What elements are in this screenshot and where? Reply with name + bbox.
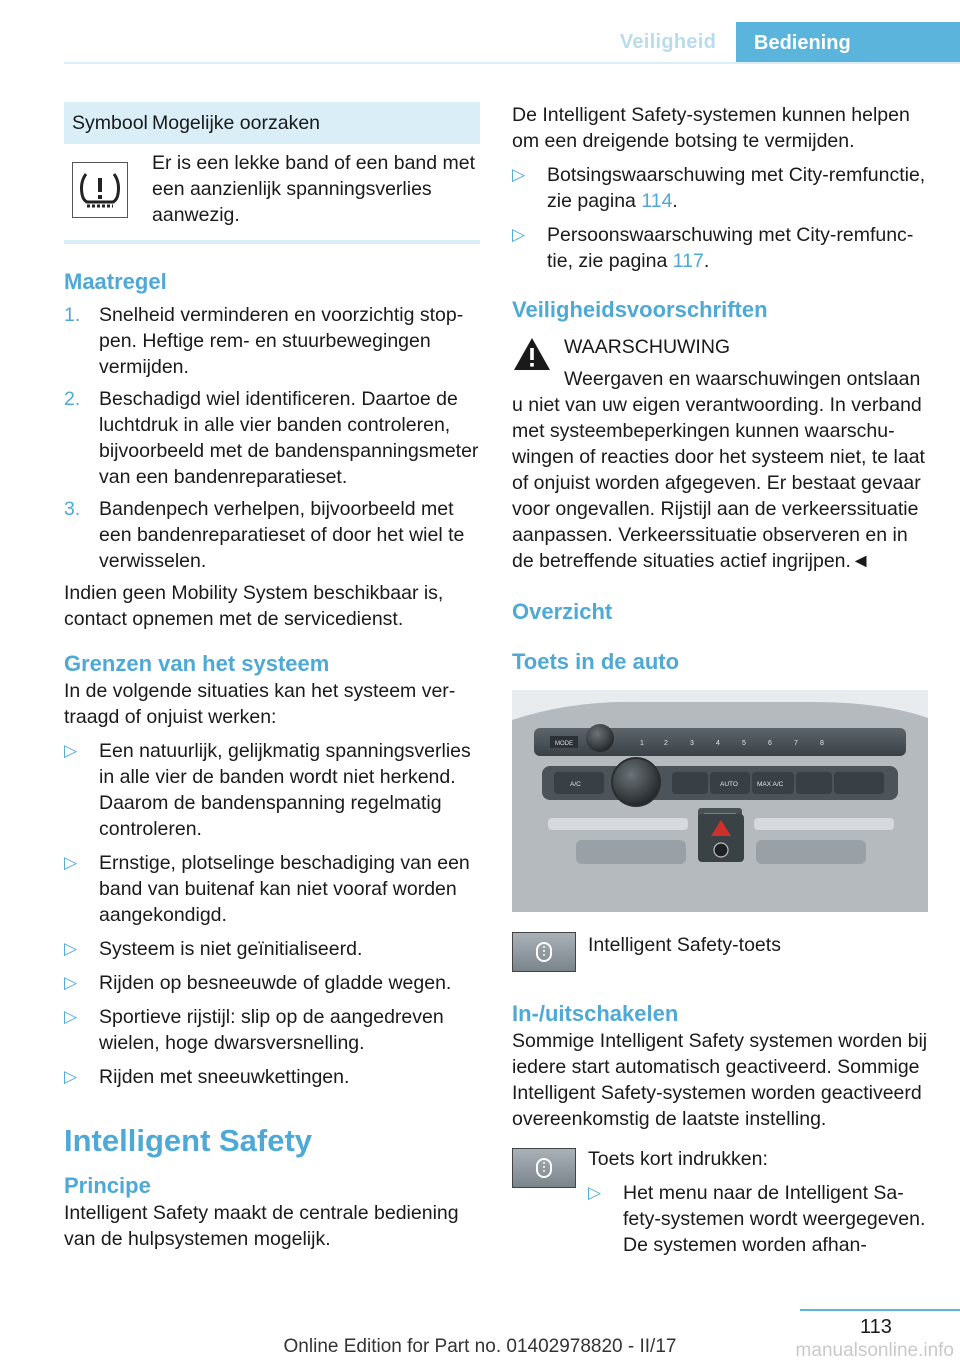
list-text: Beschadigd wiel identificeren. Daartoe de luchtdruk in alle vier banden controleren, bijvoorbeeld met de bandenspanningsmeter van een bandenreparatieset. bbox=[99, 388, 479, 488]
console-auto-label: AUTO bbox=[720, 781, 738, 788]
list-text: Systeem is niet geïnitialiseerd. bbox=[99, 938, 363, 960]
col-symbol-header: Symbool bbox=[72, 111, 148, 134]
crossref-list bbox=[512, 162, 928, 274]
col-causes-header: Mogelijke oorzaken bbox=[152, 111, 321, 134]
list-number: 3. bbox=[64, 498, 81, 520]
press-block bbox=[512, 1146, 928, 1258]
console-preset: 7 bbox=[794, 740, 798, 747]
list-item bbox=[64, 936, 480, 962]
watermark: manualsonline.info bbox=[795, 1340, 954, 1361]
list-item bbox=[588, 1180, 928, 1258]
list-item bbox=[64, 738, 480, 842]
list-item bbox=[64, 1064, 480, 1090]
button-location-heading: Toets in de auto bbox=[512, 649, 680, 674]
measure-list bbox=[64, 302, 480, 574]
limits-list bbox=[64, 738, 480, 1090]
edition-text: Online Edition for Part no. 01402978820 - II/17 bbox=[283, 1336, 677, 1357]
triangle-bullet-icon: ▷ bbox=[64, 973, 78, 992]
symbol-cell bbox=[64, 150, 152, 228]
table-rule bbox=[64, 240, 480, 244]
triangle-bullet-icon: ▷ bbox=[512, 165, 526, 184]
right-column bbox=[512, 102, 928, 1258]
triangle-bullet-icon: ▷ bbox=[64, 1067, 78, 1086]
intelligent-safety-button-icon bbox=[512, 1148, 576, 1188]
footer-rule bbox=[800, 1309, 960, 1311]
center-console-photo bbox=[512, 690, 928, 912]
symbol-table-row bbox=[64, 144, 480, 240]
onoff-text: Sommige Intelligent Safety systemen worden bij iedere start automatisch geactiveerd. Sommige Intelligent Safety-systemen worden geactiveerd overeenkomstig de laatste instelling. bbox=[512, 1030, 928, 1130]
intelligent-safety-heading: Intelligent Safety bbox=[64, 1123, 313, 1158]
list-item bbox=[64, 970, 480, 996]
list-text: Sportieve rijstijl: slip op de aangedreven wielen, hoge dwarsversnelling. bbox=[99, 1006, 444, 1054]
triangle-bullet-icon: ▷ bbox=[64, 939, 78, 958]
list-text: Rijden met sneeuwkettingen. bbox=[99, 1066, 350, 1088]
tire-pressure-warning-icon bbox=[72, 162, 128, 218]
list-text: Botsingswaarschuwing met City-remfunctie, zie pagina bbox=[547, 164, 926, 212]
console-preset: 2 bbox=[664, 740, 668, 747]
list-number: 2. bbox=[64, 388, 81, 410]
list-item bbox=[512, 222, 928, 274]
warning-triangle-icon bbox=[512, 334, 564, 392]
left-column bbox=[64, 102, 480, 1252]
console-max-ac-label: MAX A/C bbox=[757, 781, 784, 788]
page-number: 113 bbox=[860, 1316, 892, 1338]
warning-first-line: Weergaven en waarschuwingen ontslaan bbox=[564, 368, 921, 390]
list-text: Bandenpech verhelpen, bijvoorbeeld met een bandenreparatieset of door het wiel te verwisselen. bbox=[99, 498, 465, 572]
list-number: 1. bbox=[64, 304, 81, 326]
console-ac-label: A/C bbox=[570, 781, 581, 788]
warning-label: WAARSCHUWING bbox=[564, 336, 731, 358]
console-preset: 5 bbox=[742, 740, 746, 747]
overview-heading: Overzicht bbox=[512, 599, 613, 624]
console-preset: 6 bbox=[768, 740, 772, 747]
list-text: Ernstige, plotselinge beschadiging van een band van buitenaf kan niet vooraf worden aangekondigd. bbox=[99, 852, 470, 926]
list-text-end: . bbox=[672, 190, 678, 212]
triangle-bullet-icon: ▷ bbox=[64, 853, 78, 872]
warning-text: u niet van uw eigen verantwoording. In verband met systeembeperkingen kunnen waarschuwingen of reacties door het systeem niet, te laat of onjuist worden afgegeven. Er bestaat gevaar voor ongevallen. Rijstijl aan de verkeerssituatie aanpassen. Verkeerssituatie observeren en in de betreffende situaties actief ingrijpen.◄ bbox=[512, 394, 925, 572]
triangle-bullet-icon: ▷ bbox=[512, 225, 526, 244]
measure-heading: Maatregel bbox=[64, 269, 167, 294]
list-item bbox=[64, 302, 480, 380]
page-link-114[interactable]: 114 bbox=[641, 190, 673, 212]
console-preset: 3 bbox=[690, 740, 694, 747]
triangle-bullet-icon: ▷ bbox=[64, 1007, 78, 1026]
list-text: Een natuurlijk, gelijkmatig spanningsverlies in alle vier de banden wordt niet herkend. Daarom de bandenspanning regelmatig controleren. bbox=[99, 740, 471, 840]
list-text: Snelheid verminderen en voorzichtig stoppen. Heftige rem- en stuurbewegingen vermijden. bbox=[99, 304, 464, 378]
list-text-end: . bbox=[703, 250, 710, 272]
console-preset: 1 bbox=[640, 740, 644, 747]
limits-intro: In de volgende situaties kan het systeem vertraagd of onjuist werken: bbox=[64, 680, 456, 728]
warning-block bbox=[512, 334, 928, 392]
triangle-bullet-icon: ▷ bbox=[588, 1183, 602, 1202]
symbol-table-header bbox=[64, 102, 480, 144]
list-item bbox=[64, 1004, 480, 1056]
onoff-heading: In-/uitschakelen bbox=[512, 1001, 679, 1026]
console-preset: 8 bbox=[820, 740, 824, 747]
console-mode-label: MODE bbox=[555, 741, 573, 747]
principle-heading: Principe bbox=[64, 1173, 151, 1198]
header-rule bbox=[64, 62, 960, 64]
list-text: Rijden op besneeuwde of gladde wegen. bbox=[99, 972, 452, 994]
principle-text: Intelligent Safety maakt de centrale bediening van de hulpsystemen mogelijk. bbox=[64, 1202, 459, 1250]
right-intro: De Intelligent Safety-systemen kunnen helpen om een dreigende botsing te vermijden. bbox=[512, 104, 910, 152]
list-text: Persoonswaarschuwing met City-remfunctie, zie pagina bbox=[547, 224, 914, 272]
list-item bbox=[64, 386, 480, 490]
list-text: Het menu naar de Intelligent Safety-systemen wordt weergegeven. De systemen worden afhan- bbox=[623, 1182, 926, 1256]
list-item bbox=[64, 496, 480, 574]
symbol-cause-text: Er is een lekke band of een band met een aanzienlijk spanningsverlies aanwezig. bbox=[152, 152, 476, 226]
button-caption: Intelligent Safety-toets bbox=[588, 934, 781, 956]
console-preset: 4 bbox=[716, 740, 720, 747]
triangle-bullet-icon: ▷ bbox=[64, 741, 78, 760]
button-legend bbox=[512, 932, 928, 972]
intelligent-safety-button-icon bbox=[512, 932, 576, 972]
header-tab-operation: Bediening bbox=[736, 22, 960, 64]
list-item bbox=[512, 162, 928, 214]
limits-heading: Grenzen van het systeem bbox=[64, 651, 330, 676]
press-label: Toets kort indrukken: bbox=[588, 1148, 768, 1170]
page-link-117[interactable]: 117 bbox=[672, 250, 704, 272]
press-list bbox=[588, 1180, 928, 1258]
safety-heading: Veiligheidsvoorschriften bbox=[512, 297, 768, 322]
header-tab-safety: Veiligheid bbox=[619, 30, 717, 53]
list-item bbox=[64, 850, 480, 928]
measure-after-text: Indien geen Mobility System beschikbaar is, contact opnemen met de servicedienst. bbox=[64, 582, 444, 630]
